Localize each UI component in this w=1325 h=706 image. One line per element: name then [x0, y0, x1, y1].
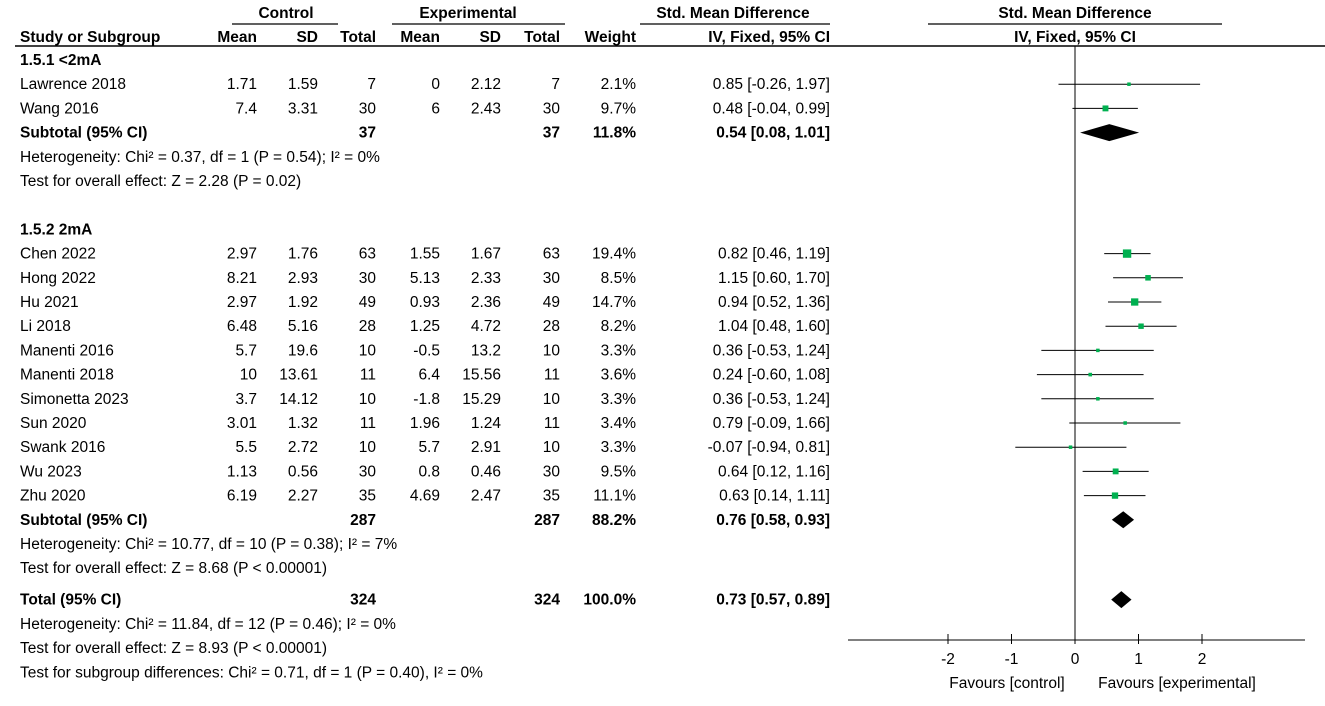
study-marker: [1123, 249, 1131, 257]
exp-total: 7: [551, 76, 560, 94]
total-control-total: 324: [350, 591, 376, 609]
study-name: Wang 2016: [20, 100, 99, 118]
study-ci: 1.04 [0.48, 1.60]: [717, 318, 830, 336]
exp-mean: 0: [431, 76, 440, 94]
subgroup-heterogeneity: Heterogeneity: Chi² = 10.77, df = 10 (P = 0.38); I² = 7%: [20, 536, 398, 553]
study-weight: 2.1%: [600, 76, 636, 94]
subtotal-weight: 11.8%: [592, 124, 636, 142]
exp-total: 11: [543, 415, 560, 432]
subtotal-exp-total: 287: [534, 511, 560, 529]
footer-line-2: Test for overall effect: Z = 8.93 (P < 0.00001): [20, 640, 328, 658]
study-weight: 3.3%: [600, 439, 636, 457]
study-weight: 8.5%: [600, 269, 636, 287]
exp-mean: 6.4: [418, 366, 440, 384]
exp-total: 10: [542, 439, 560, 457]
study-marker: [1103, 105, 1109, 111]
study-ci: 0.63 [0.14, 1.11]: [719, 487, 830, 505]
control-sd: 13.61: [279, 366, 318, 384]
control-sd: 2.72: [287, 439, 318, 457]
exp-mean: 6: [431, 100, 440, 118]
total-ci: 0.73 [0.57, 0.89]: [716, 591, 830, 609]
exp-total: 30: [542, 463, 560, 481]
exp-mean: 1.25: [409, 318, 440, 336]
study-ci: 0.85 [-0.26, 1.97]: [712, 76, 830, 94]
col-control-total: Total: [340, 29, 376, 46]
study-ci: 0.36 [-0.53, 1.24]: [712, 390, 830, 408]
subtotal-control-total: 37: [358, 124, 376, 142]
exp-sd: 1.67: [470, 245, 501, 263]
exp-sd: 2.47: [470, 487, 501, 505]
control-sd: 14.12: [279, 390, 318, 408]
study-name: Manenti 2016: [20, 342, 114, 360]
control-total: 49: [358, 294, 376, 311]
control-sd: 19.6: [287, 342, 318, 360]
header-control: Control: [258, 5, 314, 22]
study-name: Swank 2016: [20, 439, 106, 457]
exp-mean: 1.55: [409, 245, 440, 263]
subtotal-label: Subtotal (95% CI): [20, 124, 148, 142]
control-mean: 3.01: [226, 415, 257, 432]
total-label: Total (95% CI): [20, 591, 122, 609]
study-marker: [1113, 468, 1119, 474]
exp-total: 11: [543, 366, 560, 384]
study-weight: 19.4%: [592, 245, 636, 263]
exp-sd: 15.56: [462, 366, 501, 384]
study-name: Chen 2022: [20, 245, 96, 263]
study-weight: 3.6%: [600, 366, 636, 384]
exp-sd: 0.46: [470, 463, 501, 481]
subgroup-overall-effect: Test for overall effect: Z = 2.28 (P = 0.02): [20, 173, 302, 190]
control-mean: 5.5: [235, 439, 257, 457]
control-mean: 1.13: [226, 463, 257, 481]
study-ci: 0.64 [0.12, 1.16]: [717, 463, 830, 481]
total-weight: 100.0%: [583, 591, 636, 609]
x-tick-label: -1: [1004, 651, 1019, 668]
control-sd: 3.31: [287, 100, 318, 118]
control-sd: 0.56: [287, 463, 318, 481]
control-mean: 6.19: [226, 487, 257, 505]
footer-line-3: Test for subgroup differences: Chi² = 0.71, df = 1 (P = 0.40), I² = 0%: [20, 664, 483, 682]
col-exp-sd: SD: [479, 29, 501, 46]
study-ci: 0.48 [-0.04, 0.99]: [712, 100, 830, 118]
total-exp-total: 324: [534, 591, 560, 609]
subgroup-label-2: 1.5.2 2mA: [20, 221, 93, 239]
study-marker: [1112, 492, 1118, 498]
pooled-diamond: [1112, 511, 1134, 528]
study-weight: 11.1%: [593, 487, 636, 505]
exp-mean: 5.13: [409, 269, 440, 287]
control-total: 10: [358, 439, 376, 457]
control-total: 28: [358, 318, 376, 336]
exp-mean: 5.7: [418, 439, 440, 457]
control-mean: 7.4: [235, 100, 257, 118]
exp-total: 35: [542, 487, 560, 505]
subtotal-weight: 88.2%: [592, 511, 636, 529]
col-study: Study or Subgroup: [20, 29, 161, 46]
footer-line-1: Heterogeneity: Chi² = 11.84, df = 12 (P = 0.46); I² = 0%: [20, 615, 396, 633]
x-tick-label: 2: [1197, 651, 1207, 668]
subtotal-ci: 0.54 [0.08, 1.01]: [716, 124, 830, 142]
control-total: 7: [367, 76, 376, 94]
study-ci: -0.07 [-0.94, 0.81]: [707, 439, 830, 457]
study-marker: [1123, 421, 1127, 425]
subtotal-control-total: 287: [350, 511, 376, 529]
subtotal-exp-total: 37: [542, 124, 560, 142]
study-name: Zhu 2020: [20, 487, 86, 505]
study-ci: 0.94 [0.52, 1.36]: [717, 294, 830, 311]
exp-mean: 0.93: [409, 294, 440, 311]
exp-total: 49: [542, 294, 560, 311]
control-total: 35: [358, 487, 376, 505]
study-weight: 9.5%: [600, 463, 636, 481]
exp-sd: 15.29: [462, 390, 501, 408]
study-name: Hu 2021: [20, 294, 79, 311]
exp-sd: 13.2: [470, 342, 501, 360]
control-mean: 8.21: [226, 269, 257, 287]
x-tick-label: 0: [1070, 651, 1080, 668]
favours-control-label: Favours [control]: [949, 675, 1065, 692]
control-total: 63: [358, 245, 376, 263]
col-exp-mean: Mean: [400, 29, 440, 46]
favours-experimental-label: Favours [experimental]: [1098, 675, 1256, 692]
control-sd: 1.92: [287, 294, 318, 311]
control-total: 10: [358, 390, 376, 408]
header-smd: Std. Mean Difference: [656, 5, 810, 22]
study-ci: 0.82 [0.46, 1.19]: [717, 245, 830, 263]
col-weight: Weight: [584, 29, 636, 46]
control-mean: 1.71: [226, 76, 257, 94]
control-mean: 6.48: [226, 318, 257, 336]
study-name: Manenti 2018: [20, 366, 114, 384]
exp-sd: 2.36: [470, 294, 501, 311]
study-weight: 8.2%: [600, 318, 636, 336]
study-marker: [1069, 445, 1073, 449]
exp-mean: 4.69: [409, 487, 440, 505]
exp-sd: 2.12: [470, 76, 501, 94]
study-marker: [1096, 349, 1100, 353]
exp-total: 10: [542, 342, 560, 360]
overall-diamond: [1111, 591, 1131, 608]
exp-total: 28: [542, 318, 560, 336]
control-mean: 10: [239, 366, 257, 384]
study-name: Lawrence 2018: [20, 76, 126, 94]
exp-mean: -0.5: [413, 342, 440, 360]
x-tick-label: 1: [1134, 651, 1143, 668]
plot-title: Std. Mean Difference: [998, 5, 1152, 22]
exp-sd: 2.33: [470, 269, 501, 287]
control-total: 30: [358, 100, 376, 118]
exp-total: 63: [542, 245, 560, 263]
col-control-sd: SD: [296, 29, 318, 46]
exp-total: 10: [542, 390, 560, 408]
control-sd: 1.76: [287, 245, 318, 263]
exp-sd: 1.24: [470, 415, 501, 432]
control-total: 30: [358, 269, 376, 287]
exp-mean: 0.8: [418, 463, 440, 481]
col-control-mean: Mean: [217, 29, 257, 46]
exp-mean: 1.96: [409, 415, 440, 432]
control-mean: 3.7: [235, 390, 257, 408]
col-ci: IV, Fixed, 95% CI: [708, 29, 830, 46]
control-total: 10: [358, 342, 376, 360]
col-exp-total: Total: [524, 29, 560, 46]
exp-sd: 2.91: [470, 439, 501, 457]
study-ci: 0.79 [-0.09, 1.66]: [712, 415, 830, 432]
study-name: Hong 2022: [20, 269, 96, 287]
control-mean: 5.7: [235, 342, 257, 360]
study-marker: [1096, 397, 1100, 401]
subtotal-ci: 0.76 [0.58, 0.93]: [716, 511, 830, 529]
study-weight: 9.7%: [600, 100, 636, 118]
exp-total: 30: [542, 100, 560, 118]
exp-mean: -1.8: [413, 390, 440, 408]
pooled-diamond: [1080, 124, 1139, 141]
study-name: Sun 2020: [20, 415, 87, 432]
exp-sd: 2.43: [470, 100, 501, 118]
study-marker: [1138, 323, 1143, 328]
control-mean: 2.97: [226, 245, 257, 263]
study-name: Li 2018: [20, 318, 71, 336]
exp-sd: 4.72: [470, 318, 501, 336]
study-marker: [1127, 82, 1131, 86]
plot-subtitle: IV, Fixed, 95% CI: [1014, 29, 1136, 46]
study-weight: 3.3%: [600, 342, 636, 360]
control-sd: 2.93: [287, 269, 318, 287]
header-experimental: Experimental: [419, 5, 517, 22]
study-marker: [1088, 373, 1092, 377]
subgroup-heterogeneity: Heterogeneity: Chi² = 0.37, df = 1 (P = 0.54); I² = 0%: [20, 148, 380, 166]
control-mean: 2.97: [226, 294, 257, 311]
subgroup-overall-effect: Test for overall effect: Z = 8.68 (P < 0.00001): [20, 560, 328, 578]
study-name: Wu 2023: [20, 463, 82, 481]
study-ci: 0.36 [-0.53, 1.24]: [712, 342, 830, 360]
control-sd: 5.16: [287, 318, 318, 336]
control-sd: 2.27: [287, 487, 318, 505]
control-total: 11: [359, 415, 376, 432]
study-weight: 3.4%: [600, 415, 636, 432]
study-ci: 0.24 [-0.60, 1.08]: [712, 366, 830, 384]
study-marker: [1131, 298, 1138, 305]
exp-total: 30: [542, 269, 560, 287]
study-weight: 3.3%: [600, 390, 636, 408]
control-sd: 1.32: [287, 415, 318, 432]
study-ci: 1.15 [0.60, 1.70]: [717, 269, 830, 287]
control-total: 30: [358, 463, 376, 481]
subgroup-label-1: 1.5.1 <2mA: [20, 52, 102, 69]
subtotal-label: Subtotal (95% CI): [20, 511, 148, 529]
study-weight: 14.7%: [592, 294, 636, 311]
x-tick-label: -2: [941, 651, 955, 668]
study-name: Simonetta 2023: [20, 390, 129, 408]
control-sd: 1.59: [287, 76, 318, 94]
control-total: 11: [359, 366, 376, 384]
study-marker: [1145, 275, 1151, 281]
